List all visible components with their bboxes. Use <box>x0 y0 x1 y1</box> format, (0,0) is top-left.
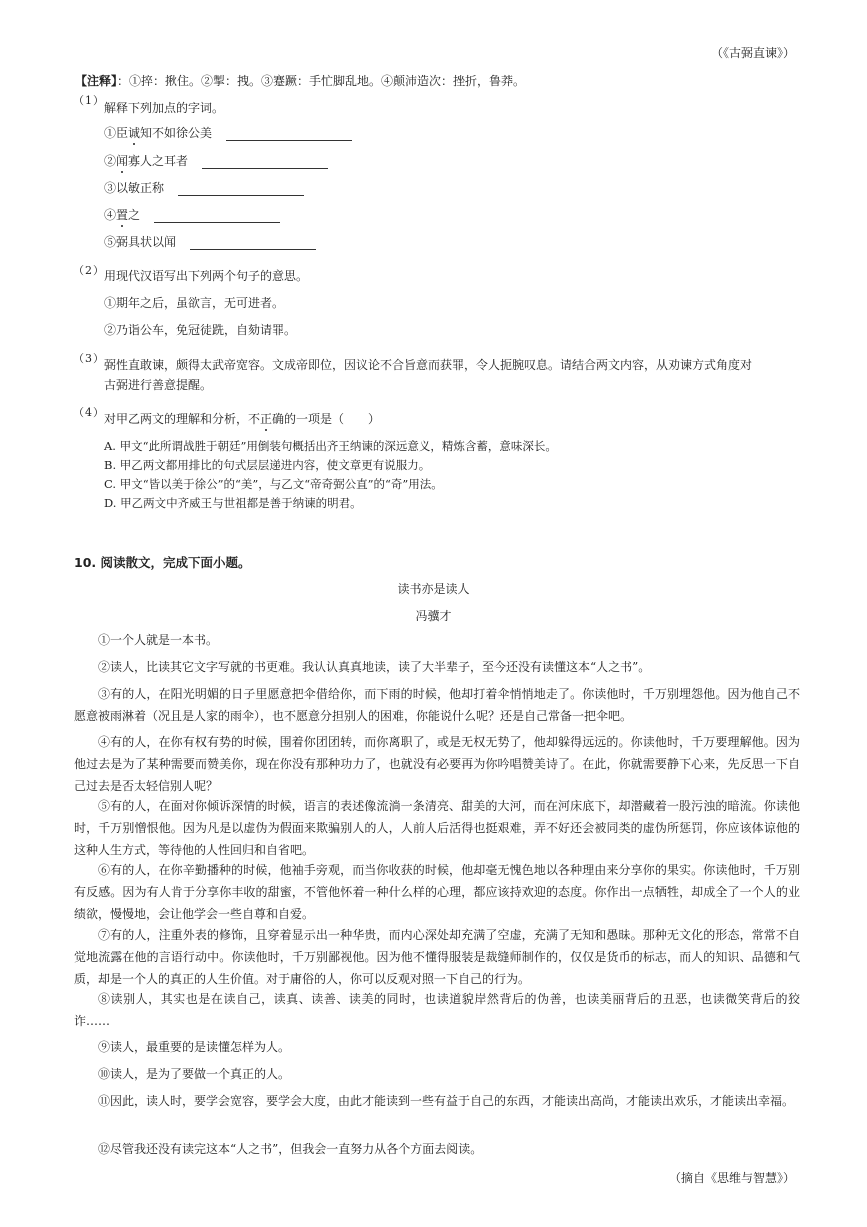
question-4-number: （4） <box>73 406 105 419</box>
note-label: 【注释】 <box>75 74 118 88</box>
question-1-number: （1） <box>73 94 105 107</box>
option-b[interactable]: B. 甲乙两文都用排比的句式层层递进内容，使文章更有说服力。 <box>104 458 431 472</box>
essay-author: 冯骥才 <box>415 609 452 623</box>
essay-title: 读书亦是读人 <box>397 582 470 596</box>
q1-item-4: ④置之 <box>104 206 280 223</box>
option-d[interactable]: D. 甲乙两文中齐威王与世祖都是善于纳谏的明君。 <box>104 496 362 510</box>
essay-paragraph-8: ⑧读别人，其实也是在读自己，读真、读善、读美的同时，也读道貌岸然背后的伪善，也读美丽背后的丑恶，也读微笑背后的狡诈…… <box>74 992 800 1028</box>
q1-item-2: ②闻寡人之耳者 <box>104 152 328 169</box>
essay-paragraph-5: ⑤有的人，在面对你倾诉深情的时候，语言的表述像流淌一条清亮、甜美的大河，而在河床底下，却潜藏着一股污浊的暗流。你读他时，千万别憎恨他。因为凡是以虚伪为假面来欺骗别人的人，人前人后活得也挺艰难，弄不好还会被同类的虚伪所惩罚，你应该体谅他的这种人生方式，等待他的人性回归和自省吧。 <box>74 799 800 857</box>
note-text: ：①捽：揪住。②掣：拽。③蹇蹶：手忙脚乱地。④颠沛造次：挫折，鲁莽。 <box>117 74 526 88</box>
question-3-line-2: 古弼进行善意提醒。 <box>104 378 213 392</box>
essay-paragraph-2: ②读人，比读其它文字写就的书更难。我认认真真地读，读了大半辈子，至今还没有读懂这本“人之书”。 <box>98 660 651 674</box>
question-4-prompt: 对甲乙两文的理解和分析，不正确的一项是（ ） <box>104 412 381 426</box>
question-1-prompt: 解释下列加点的字词。 <box>104 101 225 115</box>
option-c[interactable]: C. 甲文“皆以美于徐公”的“美”，与乙文“帝奇弼公直”的“奇”用法。 <box>104 477 443 491</box>
question-2-number: （2） <box>73 264 105 277</box>
essay-paragraph-1: ①一个人就是一本书。 <box>98 633 219 647</box>
question-3-number: （3） <box>73 352 105 365</box>
annotation-note <box>75 72 525 89</box>
essay-paragraph-4: ④有的人，在你有权有势的时候，围着你团团转，而你离职了，或是无权无势了，他却躲得远远的。你读他时，千万要理解他。因为他过去是为了某种需要而赞美你，现在你没有那种功力了，也就没有必要再为你吟唱赞美诗了。在此，你就需要静下心来，先反思一下自己过去是否太轻信别人呢？ <box>74 735 800 793</box>
answer-blank[interactable] <box>190 235 316 250</box>
source-citation-top: （《古弼直谏》） <box>710 46 795 60</box>
q2-item-1: ①期年之后，虽欲言，无可进者。 <box>104 296 285 310</box>
option-a[interactable]: A. 甲文“此所谓战胜于朝廷”用倒装句概括出齐王纳谏的深远意义，精炼含蓄，意味深长。 <box>104 439 557 453</box>
question-2-prompt: 用现代汉语写出下列两个句子的意思。 <box>104 269 309 283</box>
source-citation-bottom: （摘自《思维与智慧》） <box>668 1171 795 1185</box>
answer-blank[interactable] <box>154 208 280 223</box>
essay-paragraph-6: ⑥有的人，在你辛勤播种的时候，他袖手旁观，而当你收获的时候，他却毫无愧色地以各种理由来分享你的果实。你读他时，千万别有反感。因为有人肯于分享你丰收的甜蜜，不管他怀着一种什么样的心理，都应该持欢迎的态度。你作出一点牺牲，却成全了一个人的业绩欲，慢慢地，会让他学会一些自尊和自爱。 <box>74 863 800 921</box>
essay-paragraph-11: ⑪因此，读人时，要学会宽容，要学会大度，由此才能读到一些有益于自己的东西，才能读出高尚，才能读出欢乐，才能读出幸福。 <box>98 1094 795 1108</box>
essay-paragraph-9: ⑨读人，最重要的是读懂怎样为人。 <box>98 1040 291 1054</box>
answer-blank[interactable] <box>226 126 352 141</box>
section-10-heading: 10. 阅读散文，完成下面小题。 <box>74 555 251 570</box>
essay-paragraph-3: ③有的人，在阳光明媚的日子里愿意把伞借给你，而下雨的时候，他却打着伞悄悄地走了。你读他时，千万别埋怨他。因为他自己不愿意被雨淋着（况且是人家的雨伞），也不愿意分担别人的困难，你能说什么呢？还是自己常备一把伞吧。 <box>74 687 800 723</box>
q2-item-2: ②乃诣公车，免冠徒跣，自劾请罪。 <box>104 323 297 337</box>
q1-item-1: ①臣诚知不如徐公美 <box>104 124 352 141</box>
answer-blank[interactable] <box>178 181 304 196</box>
q1-item-3: ③以敏正称 <box>104 179 304 196</box>
answer-blank[interactable] <box>202 154 328 169</box>
essay-paragraph-10: ⑩读人，是为了要做一个真正的人。 <box>98 1067 291 1081</box>
question-3-line-1: 弼性直敢谏，颇得太武帝宽容。文成帝即位，因议论不合旨意而获罪，令人扼腕叹息。请结合两文内容，从劝谏方式角度对 <box>104 358 753 372</box>
essay-paragraph-7: ⑦有的人，注重外表的修饰，且穿着显示出一种华贵，而内心深处却充满了空虚，充满了无知和愚昧。那种无文化的形态，常常不自觉地流露在他的言语行动中。你读他时，千万别鄙视他。因为他不懂得服装是裁缝师制作的，仅仅是货币的标志，而人的知识、品德和气质，却是一个人的真正的人生价值。对于庸俗的人，你可以反观对照一下自己的行为。 <box>74 928 800 986</box>
q1-item-5: ⑤弼具状以闻 <box>104 233 316 250</box>
essay-paragraph-12: ⑫尽管我还没有读完这本“人之书”，但我会一直努力从各个方面去阅读。 <box>98 1142 483 1156</box>
